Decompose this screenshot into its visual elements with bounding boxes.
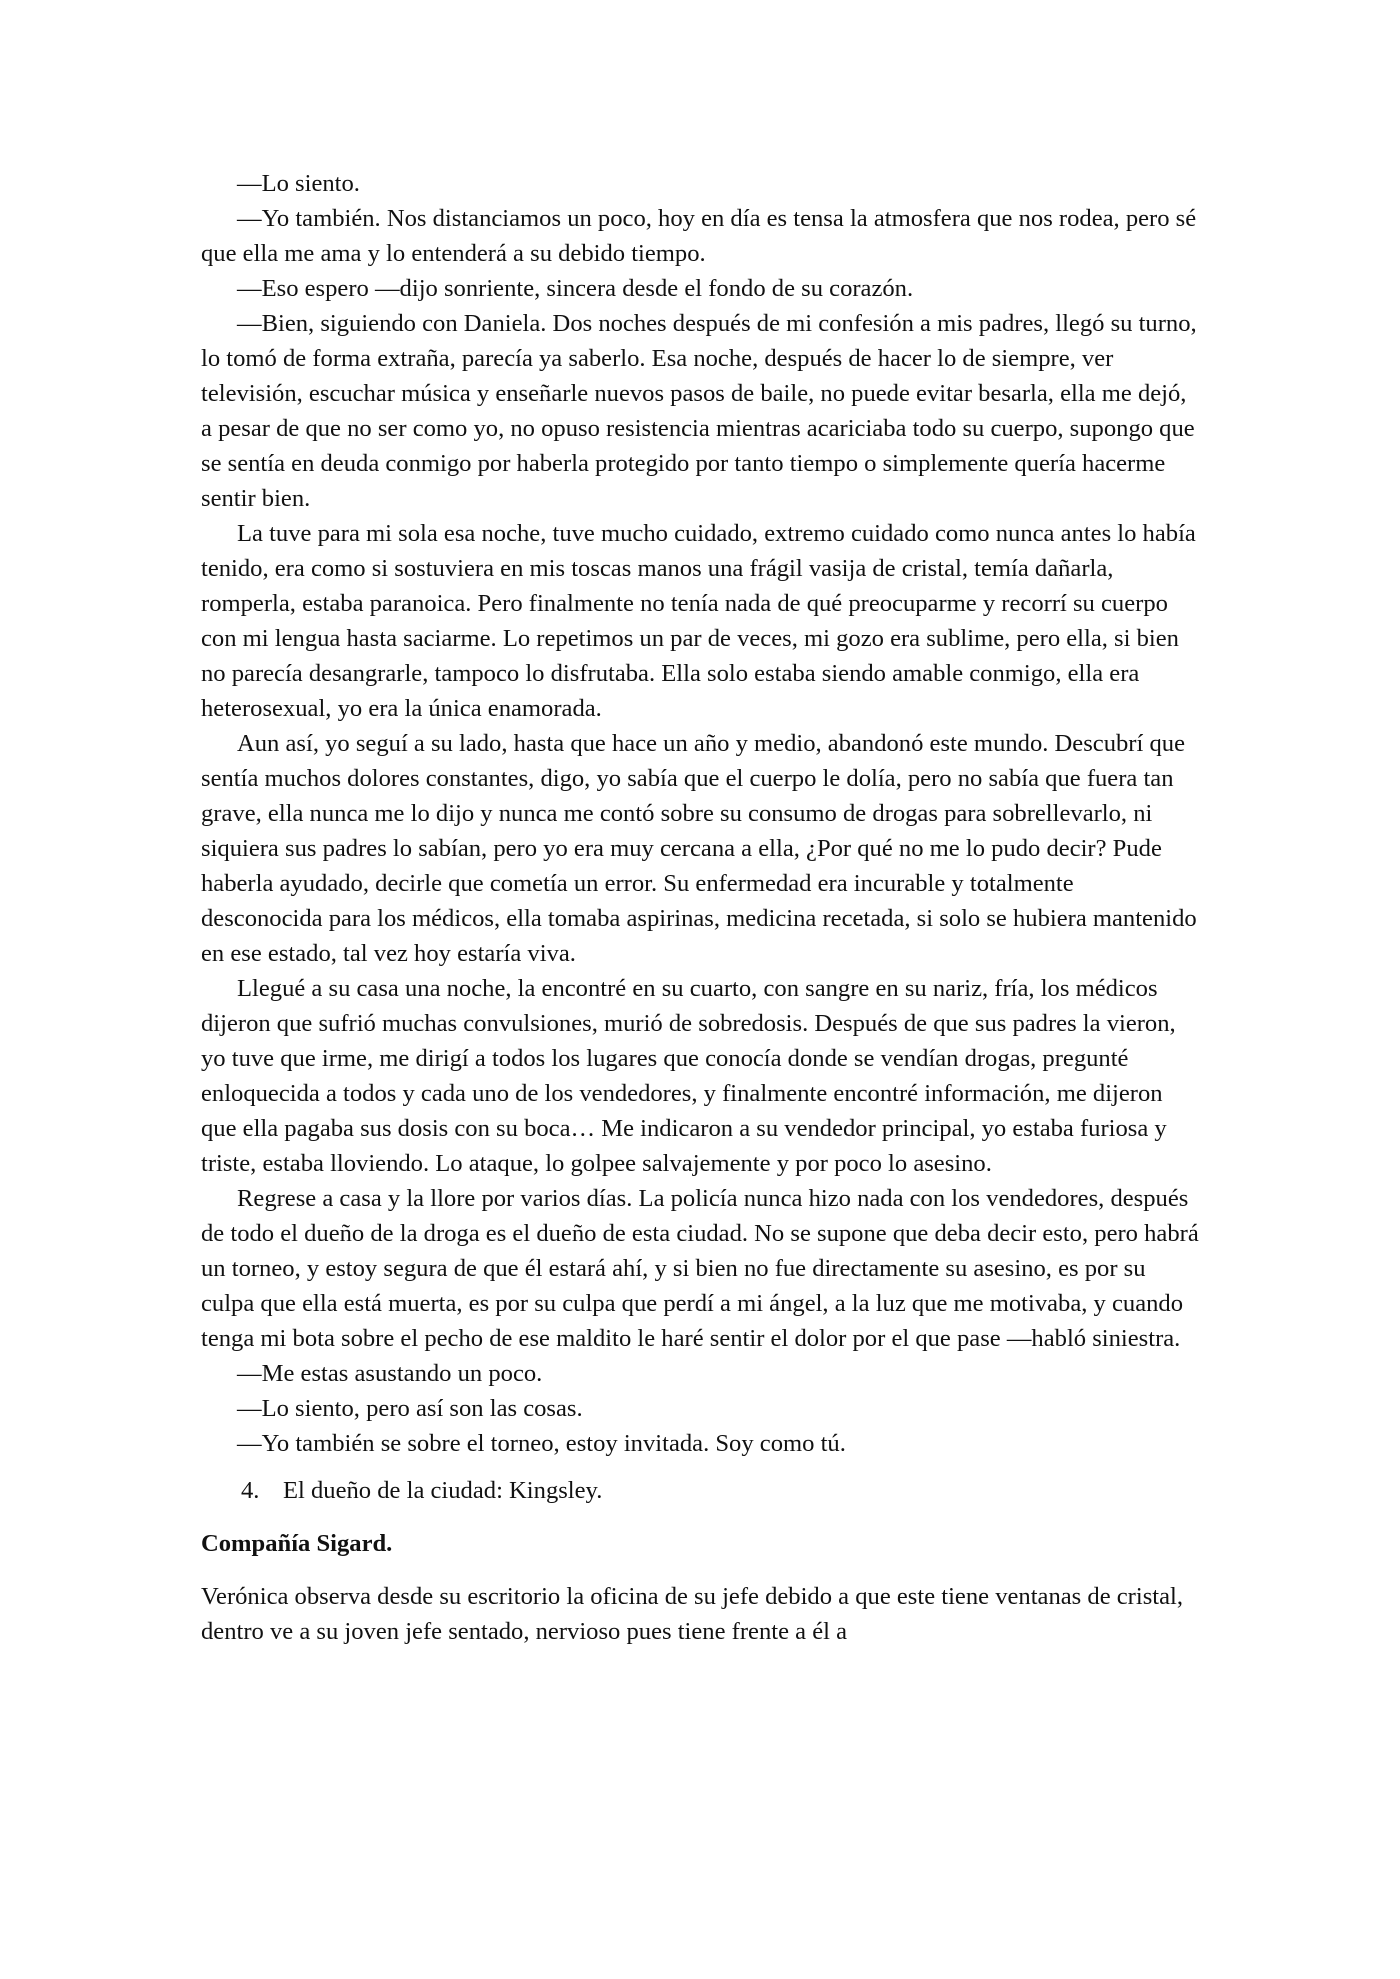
chapter-list-item [201,1473,1201,1508]
paragraph: —Yo también. Nos distanciamos un poco, hoy en día es tensa la atmosfera que nos rodea, pero sé que ella me ama y lo entenderá a su debido tiempo. [201,205,1197,267]
paragraph: —Lo siento. [237,170,360,197]
paragraph: —Me estas asustando un poco. [237,1360,543,1387]
paragraph: Aun así, yo seguí a su lado, hasta que hace un año y medio, abandonó este mundo. Descubrí que sentía muchos dolores constantes, digo, yo sabía que el cuerpo le dolía, pero no sabía que fuera tan grave, ella nunca me lo dijo y nunca me contó sobre su consumo de drogas para sobrellevarlo, ni siquiera sus padres lo sabían, pero yo era muy cercana a ella, ¿Por qué no me lo pudo decir? Pude haberla ayudado, decirle que cometía un error. Su enfermedad era incurable y totalmente desconocida para los médicos, ella tomaba aspirinas, medicina recetada, si solo se hubiera mantenido en ese estado, tal vez hoy estaría viva. [201,730,1197,967]
list-item-number: 4. [241,1477,260,1504]
paragraph: Regrese a casa y la llore por varios días. La policía nunca hizo nada con los vendedores, después de todo el dueño de la droga es el dueño de esta ciudad. No se supone que deba decir esto, pero habrá un torneo, y estoy segura de que él estará ahí, y si bien no fue directamente su asesino, es por su culpa que ella está muerta, es por su culpa que perdí a mi ángel, a la luz que me motivaba, y cuando tenga mi bota sobre el pecho de ese maldito le haré sentir el dolor por el que pase —habló siniestra. [201,1185,1199,1352]
list-item-text: El dueño de la ciudad: Kingsley. [283,1477,603,1504]
page-body [201,166,1201,1649]
paragraph: La tuve para mi sola esa noche, tuve mucho cuidado, extremo cuidado como nunca antes lo había tenido, era como si sostuviera en mis toscas manos una frágil vasija de cristal, temía dañarla, romperla, estaba paranoica. Pero finalmente no tenía nada de qué preocuparme y recorrí su cuerpo con mi lengua hasta saciarme. Lo repetimos un par de veces, mi gozo era sublime, pero ella, si bien no parecía desangrarle, tampoco lo disfrutaba. Ella solo estaba siendo amable conmigo, ella era heterosexual, yo era la única enamorada. [201,520,1196,722]
paragraph: —Yo también se sobre el torneo, estoy invitada. Soy como tú. [237,1430,846,1457]
paragraph: Llegué a su casa una noche, la encontré en su cuarto, con sangre en su nariz, fría, los médicos dijeron que sufrió muchas convulsiones, murió de sobredosis. Después de que sus padres la vieron, yo tuve que irme, me dirigí a todos los lugares que conocía donde se vendían drogas, pregunté enloquecida a todos y cada uno de los vendedores, y finalmente encontré información, me dijeron que ella pagaba sus dosis con su boca… Me indicaron a su vendedor principal, yo estaba furiosa y triste, estaba lloviendo. Lo ataque, lo golpee salvajemente y por poco lo asesino. [201,975,1176,1177]
section-heading: Compañía Sigard. [201,1530,393,1557]
paragraph: —Eso espero —dijo sonriente, sincera desde el fondo de su corazón. [237,275,914,302]
paragraph: Verónica observa desde su escritorio la oficina de su jefe debido a que este tiene ventanas de cristal, dentro ve a su joven jefe sentado, nervioso pues tiene frente a él a [201,1583,1183,1645]
paragraph: —Bien, siguiendo con Daniela. Dos noches después de mi confesión a mis padres, llegó su turno, lo tomó de forma extraña, parecía ya saberlo. Esa noche, después de hacer lo de siempre, ver televisión, escuchar música y enseñarle nuevos pasos de baile, no puede evitar besarla, ella me dejó, a pesar de que no ser como yo, no opuso resistencia mientras acariciaba todo su cuerpo, supongo que se sentía en deuda conmigo por haberla protegido por tanto tiempo o simplemente quería hacerme sentir bien. [201,310,1197,512]
paragraph: —Lo siento, pero así son las cosas. [237,1395,583,1422]
